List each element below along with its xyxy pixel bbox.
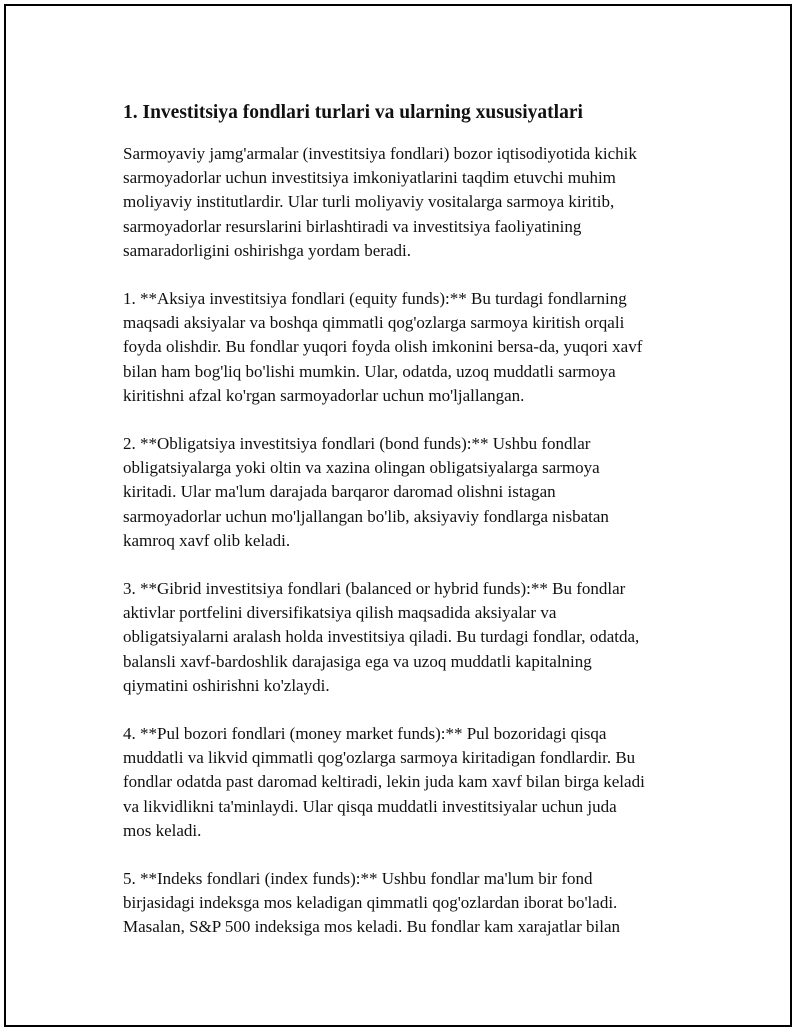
paragraph-line: 1. **Aksiya investitsiya fondlari (equity funds):** Bu turdagi fondlarning <box>123 289 627 309</box>
paragraph-line: qiymatini oshirishni ko'zlaydi. <box>123 675 330 695</box>
page-frame <box>4 4 792 1027</box>
paragraph-line: aktivlar portfelini diversifikatsiya qilish maqsadida aksiyalar va <box>123 603 557 623</box>
paragraph-line: 2. **Obligatsiya investitsiya fondlari (bond funds):** Ushbu fondlar <box>123 434 591 454</box>
document-body <box>123 100 693 940</box>
paragraph-line: balansli xavf-bardoshlik darajasiga ega va uzoq muddatli kapitalning <box>123 651 592 671</box>
paragraph-line: bilan ham bog'liq bo'lishi mumkin. Ular, odatda, uzoq muddatli sarmoya <box>123 361 616 381</box>
paragraph-line: birjasidagi indeksga mos keladigan qimmatli qog'ozlardan iborat bo'ladi. <box>123 893 618 913</box>
paragraph-line: obligatsiyalarga yoki oltin va xazina olingan obligatsiyalarga sarmoya <box>123 458 600 478</box>
paragraph-line: 3. **Gibrid investitsiya fondlari (balanced or hybrid funds):** Bu fondlar <box>123 579 626 599</box>
paragraph-line: maqsadi aksiyalar va boshqa qimmatli qog'ozlarga sarmoya kiritish orqali <box>123 313 625 333</box>
paragraph-line: moliyaviy institutlardir. Ular turli moliyaviy vositalarga sarmoya kiritib, <box>123 192 615 212</box>
paragraph <box>123 722 693 843</box>
paragraph <box>123 142 693 263</box>
paragraph <box>123 287 693 408</box>
paragraph-line: obligatsiyalarni aralash holda investitsiya qiladi. Bu turdagi fondlar, odatda, <box>123 627 640 647</box>
paragraph-line: 5. **Indeks fondlari (index funds):** Ushbu fondlar ma'lum bir fond <box>123 869 593 889</box>
paragraph-line: foyda olishdir. Bu fondlar yuqori foyda olish imkonini bersa-da, yuqori xavf <box>123 337 643 357</box>
paragraph-line: Sarmoyaviy jamg'armalar (investitsiya fondlari) bozor iqtisodiyotida kichik <box>123 144 637 163</box>
paragraph-line: sarmoyadorlar uchun investitsiya imkoniyatlarini taqdim etuvchi muhim <box>123 168 616 188</box>
paragraph-line: kiritishni afzal ko'rgan sarmoyadorlar uchun mo'ljallangan. <box>123 385 525 405</box>
paragraph-line: muddatli va likvid qimmatli qog'ozlarga sarmoya kiritadigan fondlardir. Bu <box>123 748 636 768</box>
paragraph-line: 4. **Pul bozori fondlari (money market funds):** Pul bozoridagi qisqa <box>123 724 607 744</box>
paragraph-list <box>123 142 693 940</box>
paragraph-line: kiritadi. Ular ma'lum darajada barqaror daromad olishni istagan <box>123 482 556 502</box>
paragraph-line: sarmoyadorlar uchun mo'ljallangan bo'lib, aksiyaviy fondlarga nisbatan <box>123 506 609 526</box>
document-title: 1. Investitsiya fondlari turlari va ularning xususiyatlari <box>123 102 583 123</box>
paragraph-line: va likvidlikni ta'minlaydi. Ular qisqa muddatli investitsiyalar uchun juda <box>123 796 617 816</box>
paragraph-line: sarmoyadorlar resurslarini birlashtiradi va investitsiya faoliyatining <box>123 216 582 236</box>
paragraph-line: samaradorligini oshirishga yordam beradi. <box>123 240 411 260</box>
paragraph-line: kamroq xavf olib keladi. <box>123 530 291 550</box>
paragraph <box>123 432 693 553</box>
paragraph-line: fondlar odatda past daromad keltiradi, lekin juda kam xavf bilan birga keladi <box>123 772 645 792</box>
paragraph-line: Masalan, S&P 500 indeksiga mos keladi. Bu fondlar kam xarajatlar bilan <box>123 917 620 937</box>
paragraph <box>123 577 693 698</box>
paragraph-line: mos keladi. <box>123 820 202 840</box>
paragraph <box>123 867 693 940</box>
